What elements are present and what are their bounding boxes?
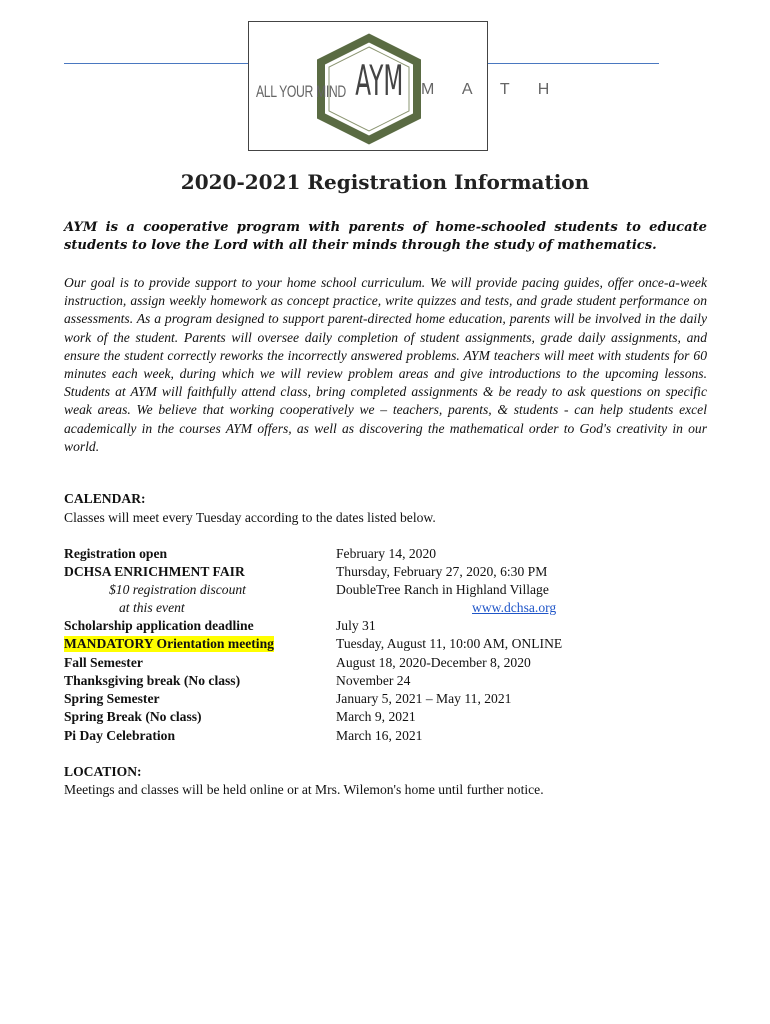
- row-label: $10 registration discount: [109, 582, 246, 597]
- row-label: Registration open: [64, 546, 168, 561]
- logo-monogram: AYM: [355, 56, 404, 105]
- row-value: Thursday, February 27, 2020, 6:30 PM: [336, 564, 548, 579]
- row-value: July 31: [336, 618, 376, 633]
- calendar-row: [64, 582, 707, 600]
- calendar-note: Classes will meet every Tuesday according to the dates listed below.: [64, 510, 436, 525]
- row-label: at this event: [119, 600, 185, 615]
- row-label: Scholarship application deadline: [64, 618, 254, 633]
- row-value: March 9, 2021: [336, 709, 416, 724]
- row-label: Spring Break (No class): [64, 709, 202, 724]
- page-title: 2020-2021 Registration Information: [180, 170, 590, 194]
- row-value: DoubleTree Ranch in Highland Village: [336, 582, 549, 597]
- calendar-row: [64, 618, 707, 636]
- row-value: Tuesday, August 11, 10:00 AM, ONLINE: [336, 636, 563, 651]
- calendar-row: [64, 636, 707, 654]
- row-value: November 24: [336, 673, 411, 688]
- row-value: August 18, 2020-December 8, 2020: [336, 655, 531, 670]
- calendar-row: [64, 600, 707, 618]
- calendar-row: [64, 546, 707, 564]
- row-label: Fall Semester: [64, 655, 143, 670]
- row-value: March 16, 2021: [336, 728, 423, 743]
- calendar-row: [64, 728, 707, 746]
- calendar-row: [64, 673, 707, 691]
- row-value: January 5, 2021 – May 11, 2021: [336, 691, 512, 706]
- row-label: Spring Semester: [64, 691, 160, 706]
- row-value: February 14, 2020: [336, 546, 437, 561]
- goal-paragraph: Our goal is to provide support to your home school curriculum. We will provide pacing guides, offer once-a-week instruction, assign weekly homework as concept practice, write quizzes and tests, and grade student performance on assessments. As a program designed to support parent-directed home education, parents will be involved in the daily work of the student. Parents will oversee daily completion of student assignments, grade daily assignments, and ensure the student correctly reworks the incorrectly answered problems. AYM teachers will meet with students for 60 minutes each week, during which we will review problem areas and give introductions to the upcoming lessons. Students at AYM will faithfully attend class, bring completed assignments & be ready to ask questions on specific weak areas. We believe that working cooperatively we – teachers, parents, & students - can help students excel academically in the courses AYM offers, as well as discovering the mathematical order to God's creativity in our world.: [64, 275, 707, 454]
- location-text: Meetings and classes will be held online or at Mrs. Wilemon's home until further notice.: [64, 782, 544, 797]
- location-heading: LOCATION:: [64, 764, 142, 779]
- aym-logo: [248, 21, 562, 151]
- calendar-row: [64, 691, 707, 709]
- dchsa-link[interactable]: www.dchsa.org: [472, 600, 557, 615]
- calendar-row: [64, 564, 707, 582]
- logo-left-text: ALL YOUR MIND: [256, 82, 346, 101]
- calendar-row: [64, 655, 707, 673]
- logo-right-text: M A T H: [421, 81, 562, 98]
- calendar-row: [64, 709, 707, 727]
- calendar-heading: CALENDAR:: [64, 491, 146, 506]
- header-rule-left: [64, 63, 248, 64]
- row-label: DCHSA ENRICHMENT FAIR: [64, 564, 245, 579]
- row-label: Thanksgiving break (No class): [64, 673, 241, 688]
- intro-paragraph: AYM is a cooperative program with parents of home-schooled students to educate students to love the Lord with all their minds through the study of mathematics.: [64, 220, 707, 253]
- row-label-highlighted: MANDATORY Orientation meeting: [64, 636, 274, 651]
- row-label: Pi Day Celebration: [64, 728, 176, 743]
- header-rule-right: [488, 63, 659, 64]
